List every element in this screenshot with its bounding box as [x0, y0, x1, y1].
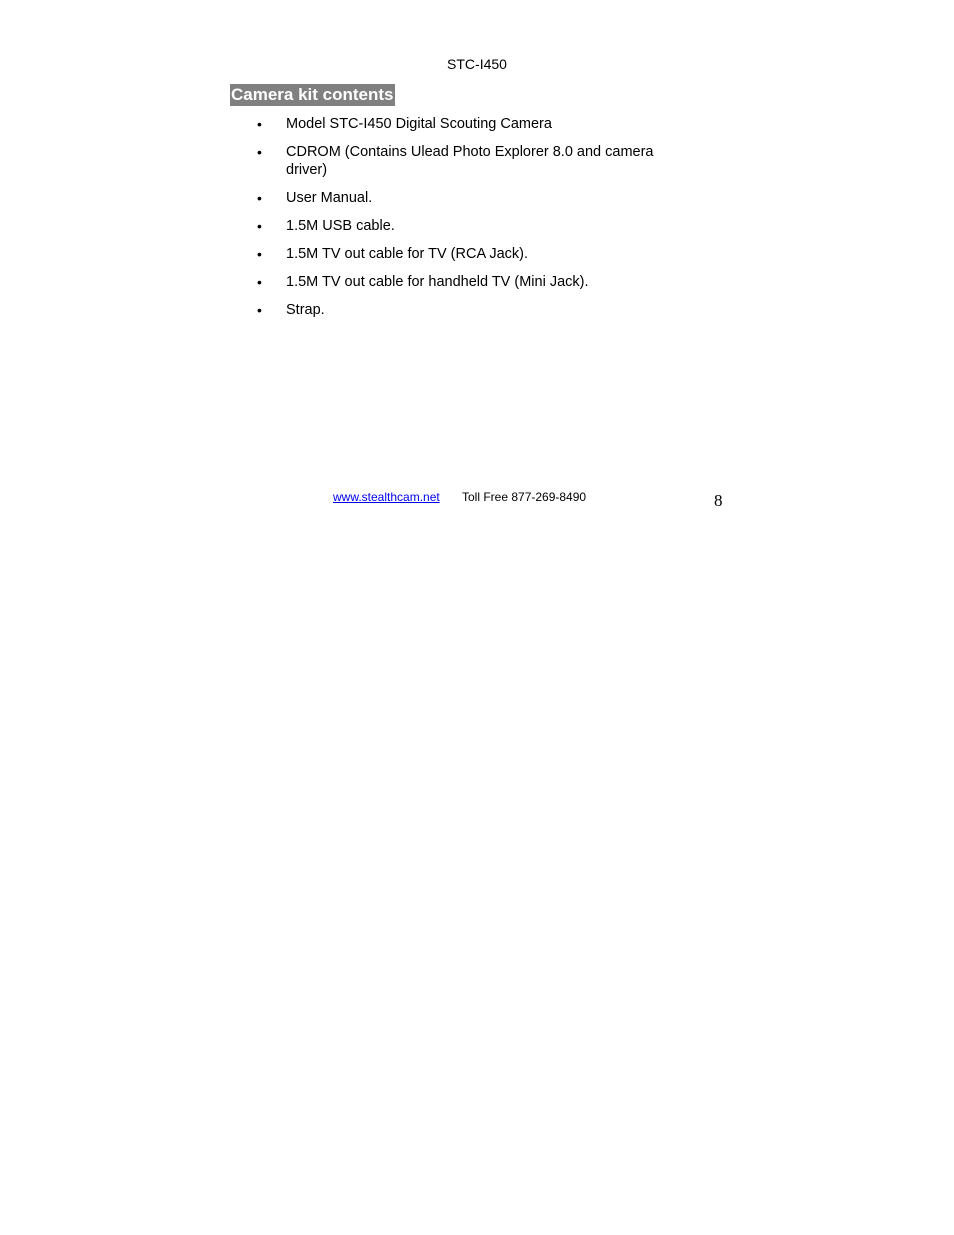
list-item-text: Model STC-I450 Digital Scouting Camera [286, 116, 552, 132]
bullet-icon: • [257, 116, 262, 132]
bullet-icon: • [257, 302, 262, 318]
list-item [257, 217, 697, 235]
list-item [257, 115, 697, 133]
bullet-icon: • [257, 144, 262, 160]
website-link[interactable]: www.stealthcam.net [333, 490, 440, 504]
list-item [257, 143, 697, 179]
toll-free-number: Toll Free 877-269-8490 [462, 490, 587, 504]
page-header-title: STC-I450 [447, 56, 507, 72]
list-item [257, 189, 697, 207]
list-item-text: 1.5M TV out cable for TV (RCA Jack). [286, 246, 529, 262]
bullet-icon: • [257, 274, 262, 290]
list-item-text: 1.5M TV out cable for handheld TV (Mini Jack). [286, 274, 589, 290]
list-item-text: User Manual. [286, 190, 373, 206]
page-number: 8 [714, 491, 723, 510]
list-item [257, 273, 697, 291]
list-item-text: CDROM (Contains Ulead Photo Explorer 8.0 and camera driver) [286, 144, 654, 178]
bullet-icon: • [257, 190, 262, 206]
section-heading: Camera kit contents [231, 85, 394, 104]
kit-contents-list [257, 115, 697, 329]
bullet-icon: • [257, 246, 262, 262]
bullet-icon: • [257, 218, 262, 234]
list-item-text: Strap. [286, 302, 325, 318]
list-item-text: 1.5M USB cable. [286, 218, 395, 234]
list-item [257, 301, 697, 319]
list-item [257, 245, 697, 263]
